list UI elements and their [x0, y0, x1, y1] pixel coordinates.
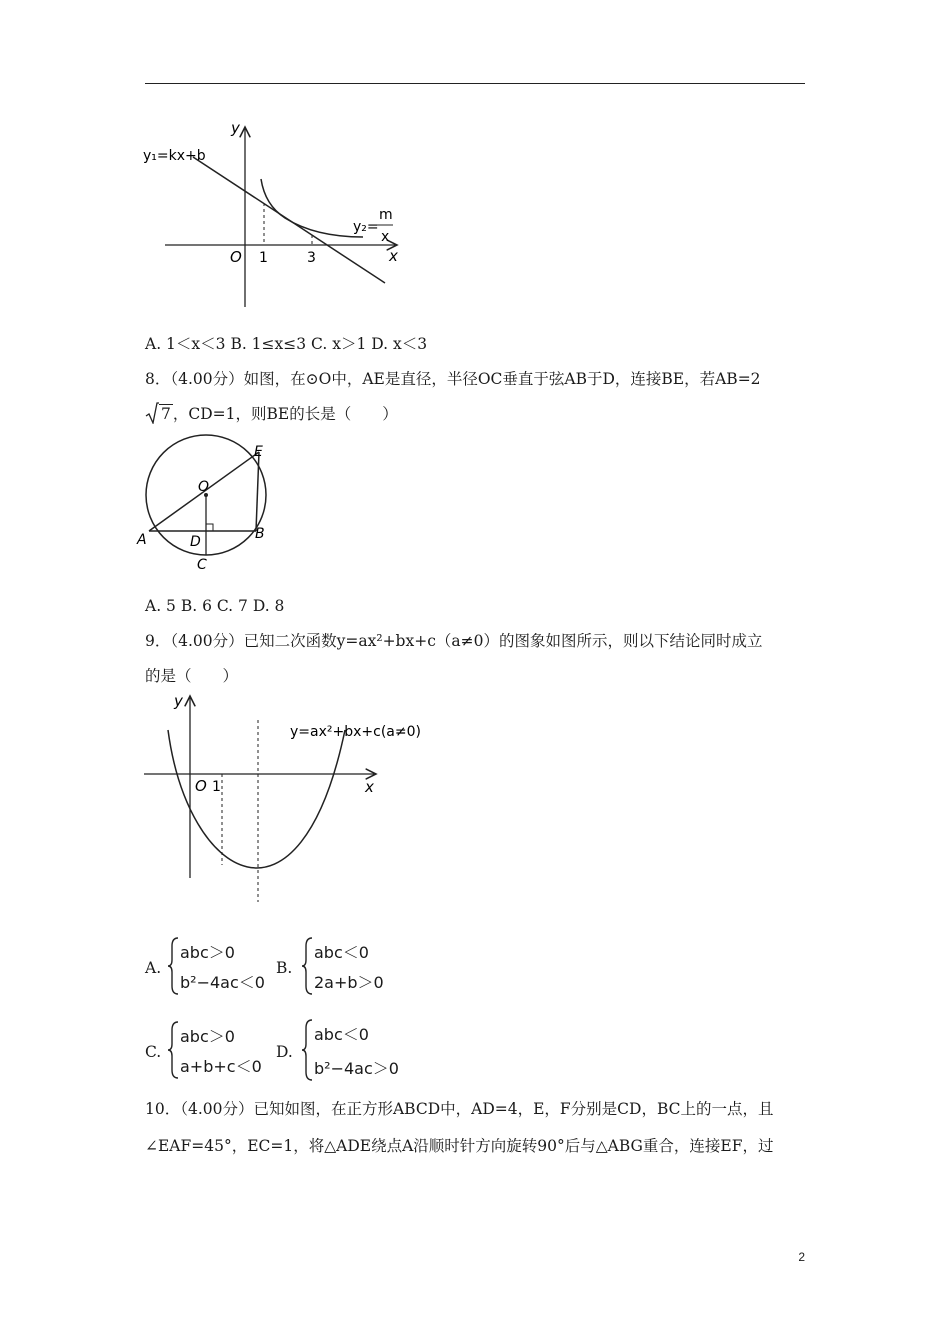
fig9-tick-1: 1 [212, 779, 221, 795]
brace-icon [168, 1020, 180, 1080]
brace-icon [302, 1018, 314, 1082]
q9-option-a-line2: b²−4ac＜0 [180, 973, 265, 992]
fig7-x-label: x [389, 247, 398, 265]
fig8-label-c: C [197, 557, 207, 573]
fig7-tick-3: 3 [307, 250, 316, 266]
q8-line2 [145, 402, 398, 424]
fig7-curve-label: y₂= [353, 219, 379, 235]
q8-sqrt-value: 7 [161, 405, 171, 423]
fig8-label-d: D [190, 534, 201, 550]
q10-line2: ∠EAF=45°，EC=1，将△ADE绕点A沿顺时针方向旋转90°后与△ABG重合，连接EF，过 [145, 1137, 774, 1155]
fig7-tick-1: 1 [259, 250, 268, 266]
fig8-label-e: E [254, 444, 263, 460]
page-number: 2 [798, 1250, 805, 1264]
q9-option-d-line2: b²−4ac＞0 [314, 1059, 399, 1078]
header-rule [145, 83, 805, 84]
fig9-x-label: x [365, 778, 374, 796]
q7-options: A. 1＜x＜3 B. 1≤x≤3 C. x＞1 D. x＜3 [145, 335, 428, 353]
q10-line1: 10．（4.00分）已知如图，在正方形ABCD中，AD=4，E，F分别是CD，BC上的一点，且 [145, 1100, 774, 1118]
fig8-label-o: O [198, 479, 210, 495]
q9-option-d-line1: abc＜0 [314, 1025, 369, 1044]
q8-line2-text: ，CD=1，则BE的长是（ ） [172, 405, 398, 423]
q9-option-a-system [168, 936, 278, 996]
figure-linear-inverse [135, 115, 415, 315]
fig9-curve-label: y=ax²+bx+c(a≠0) [290, 724, 421, 740]
q9-line1: 9．（4.00分）已知二次函数y=ax²+bx+c（a≠0）的图象如图所示，则以下结论同时成立 [145, 632, 763, 650]
q9-option-c-label: C. [145, 1043, 162, 1061]
sqrt-sign-icon [145, 402, 159, 424]
q9-option-a-line1: abc＞0 [180, 943, 235, 962]
q9-option-d-label: D. [276, 1043, 293, 1061]
fig7-origin-label: O [230, 248, 242, 266]
brace-icon [168, 936, 180, 996]
q9-line2: 的是（ ） [145, 667, 239, 685]
q9-option-b-line2: 2a+b＞0 [314, 973, 384, 992]
q9-option-b-system [302, 936, 402, 996]
q8-line1: 8．（4.00分）如图，在⊙O中，AE是直径，半径OC垂直于弦AB于D，连接BE，若AB=2 [145, 370, 761, 388]
q9-option-b-label: B. [276, 959, 293, 977]
fig9-origin-label: O [195, 777, 207, 795]
q9-option-b-line1: abc＜0 [314, 943, 369, 962]
q9-option-a-label: A. [145, 959, 162, 977]
brace-icon [302, 936, 314, 996]
q9-option-c-line2: a+b+c＜0 [180, 1057, 262, 1076]
q9-option-d-system [302, 1018, 412, 1082]
q9-option-c-system [168, 1020, 278, 1080]
figure-parabola [140, 690, 421, 905]
q8-options: A. 5 B. 6 C. 7 D. 8 [145, 597, 285, 615]
q9-option-c-line1: abc＞0 [180, 1027, 235, 1046]
fig8-label-b: B [255, 526, 265, 542]
fig8-label-a: A [137, 532, 147, 548]
fig7-curve-denominator: x [381, 229, 390, 245]
fig7-line-label: y₁=kx+b [143, 148, 206, 164]
fig7-curve-numerator: m [379, 207, 393, 223]
fig7-y-label: y [231, 119, 240, 137]
figure-circle [135, 440, 285, 575]
fig9-y-label: y [174, 692, 183, 710]
